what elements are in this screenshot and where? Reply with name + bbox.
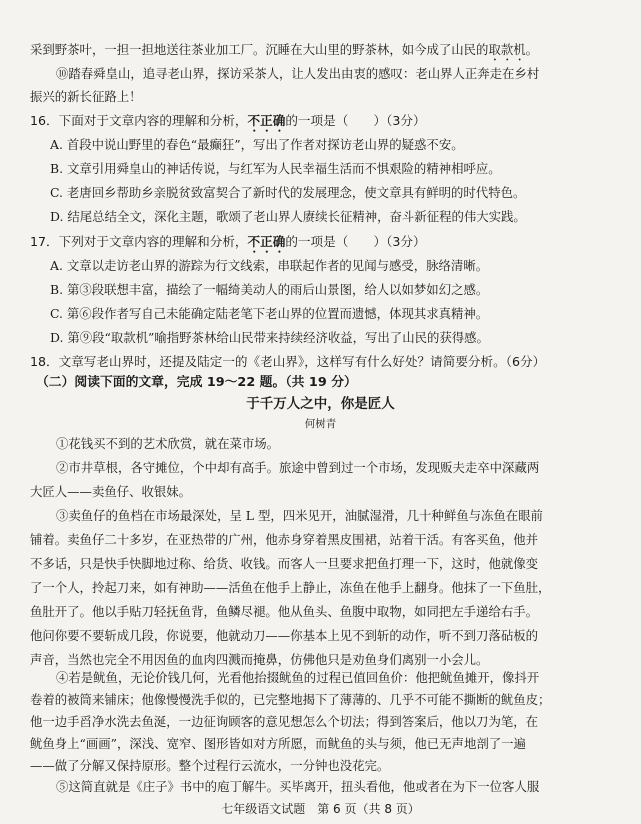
question-16-stem-pre: 16．下面对于文章内容的理解和分析，	[30, 113, 248, 128]
question-17-stem-post: 的一项是（ ）（3分）	[285, 234, 426, 249]
article-paragraph-2-line-1: ②市井草根，各守摊位，个中却有高手。旅途中曾到过一个市场，发现贩夫走卒中深藏两	[56, 460, 540, 475]
question-16-negation: 不正确	[247, 113, 286, 128]
article-paragraph-3-line-1: ③卖鱼仔的鱼档在市场最深处，呈 L 型，四米见开，油腻湿滑，几十种鲜鱼与冻鱼在眼前	[56, 508, 543, 523]
paragraph-10-line-2: 振兴的新长征路上！	[30, 89, 142, 104]
article-paragraph-4-line-4: 鱿鱼身上“画画”，深浅、宽窄、图形皆如对方所愿，而鱿鱼的头与须，他已无声地剖了一遍	[30, 736, 526, 751]
article-paragraph-3-line-5: 鱼肚开了。他以手贴刀轻抚鱼背，鱼鳞尽褪。他从鱼头、鱼腹中取物，如同把左手递给右手。	[30, 604, 539, 619]
article-author: 何树青	[304, 418, 337, 430]
article-title: 于千万人之中，你是匠人	[246, 396, 395, 412]
question-17-negation: 不正确	[247, 234, 286, 249]
question-16-option-a: A. 首段中说山野里的春色“最癫狂”，写出了作者对探访老山界的疑惑不安。	[50, 137, 464, 152]
passage-line-1	[30, 42, 621, 64]
question-18: 18．文章写老山界时，还提及陆定一的《老山界》，这样写有什么好处？请简要分析。（6分）	[30, 354, 546, 369]
article-paragraph-4-line-3: 他一边手舀净水洗去鱼涎，一边征询顾客的意见想怎么个切法；得到答案后，他以刀为笔，在	[30, 714, 539, 729]
article-paragraph-2-line-2: 大匠人——卖鱼仔、收银妹。	[30, 484, 192, 499]
article-paragraph-4-line-5: ——做了分解又保持原形。整个过程行云流水，一分钟也没花完。	[30, 758, 390, 773]
passage-line-1-text: 采到野茶叶，一担一担地送往茶业加工厂。沉睡在大山里的野茶林，如今成了山民的	[30, 42, 489, 57]
question-16-option-c: C. 老唐回乡帮助乡亲脱贫致富契合了新时代的发展理念，使文章具有鲜明的时代特色。	[50, 185, 526, 200]
question-16-option-b: B. 文章引用舜皇山的神话传说，与红军为人民幸福生活而不惧艰险的精神相呼应。	[50, 161, 501, 176]
passage-line-1-end: 。	[525, 42, 539, 57]
article-paragraph-4-line-2: 卷着的被筒来铺床；他像慢慢洗手似的，已完整地揭下了薄薄的、几乎不可能不撕断的鱿鱼皮；	[30, 692, 551, 707]
page-footer: 七年级语文试题 第 6 页（共 8 页）	[221, 802, 420, 816]
article-paragraph-3-line-6: 他问你要不要斩成几段，你说要，他就动刀——你基本上见不到斩的动作，听不到刀落砧板的	[30, 628, 539, 643]
question-17-option-a: A. 文章以走访老山界的游踪为行文线索，串联起作者的见闻与感受，脉络清晰。	[50, 258, 489, 273]
article-paragraph-5-line-1: ⑤这简直就是《庄子》书中的庖丁解牛。买毕离开，扭头看他，他或者在为下一位客人服	[56, 779, 540, 794]
article-paragraph-3-line-7: 声音，当然也完全不用因鱼的血肉四溅而掩鼻，仿佛他只是劝鱼身们离别一小会儿。	[30, 652, 489, 667]
question-17-stem-pre: 17．下列对于文章内容的理解和分析，	[30, 234, 248, 249]
article-paragraph-3-line-2: 铺着。卖鱼仔二十多岁，在亚热带的广州，他赤身穿着黑皮围裙，站着干活。有客买鱼，他并	[30, 532, 539, 547]
paragraph-10-line-1: ⑩踏春舜皇山，追寻老山界，探访采茶人，让人发出由衷的感叹：老山界人正奔走在乡村	[56, 66, 540, 81]
question-17-option-c: C. 第⑥段作者写自己未能确定陆老笔下老山界的位置而遗憾，体现其求真精神。	[50, 306, 489, 321]
question-16-stem	[30, 113, 621, 135]
question-17-option-b: B. 第③段联想丰富，描绘了一幅绮美动人的雨后山景图，给人以如梦如幻之感。	[50, 282, 489, 297]
question-16-stem-post: 的一项是（ ）（3分）	[285, 113, 426, 128]
article-paragraph-3-line-3: 不多话，只是快手快脚地过称、给货、收钱。而客人一旦要求把鱼打理一下，这时，他就像变	[30, 556, 539, 571]
article-paragraph-4-line-1: ④若是鱿鱼，无论价钱几何，光看他抬掇鱿鱼的过程已值回鱼价：他把鱿鱼摊开，像抖开	[56, 670, 540, 685]
section-2-heading: （二）阅读下面的文章，完成 19～22 题。（共 19 分）	[36, 375, 357, 390]
article-paragraph-3-line-4: 了一个人，拎起刀来，如有神助——活鱼在他手上静止，冻鱼在他手上翻身。他抹了一下鱼肚，	[30, 580, 551, 595]
emphasized-term: 取款机	[488, 42, 526, 57]
question-16-option-d: D. 结尾总结全文，深化主题，歌颂了老山界人赓续长征精神，奋斗新征程的伟大实践。	[50, 209, 526, 224]
question-17-stem	[30, 234, 621, 256]
article-paragraph-1: ①花钱买不到的艺术欣赏，就在菜市场。	[56, 436, 280, 451]
question-17-option-d: D. 第⑨段“取款机”喻指野茶林给山民带来持续经济收益，写出了山民的获得感。	[50, 330, 489, 345]
